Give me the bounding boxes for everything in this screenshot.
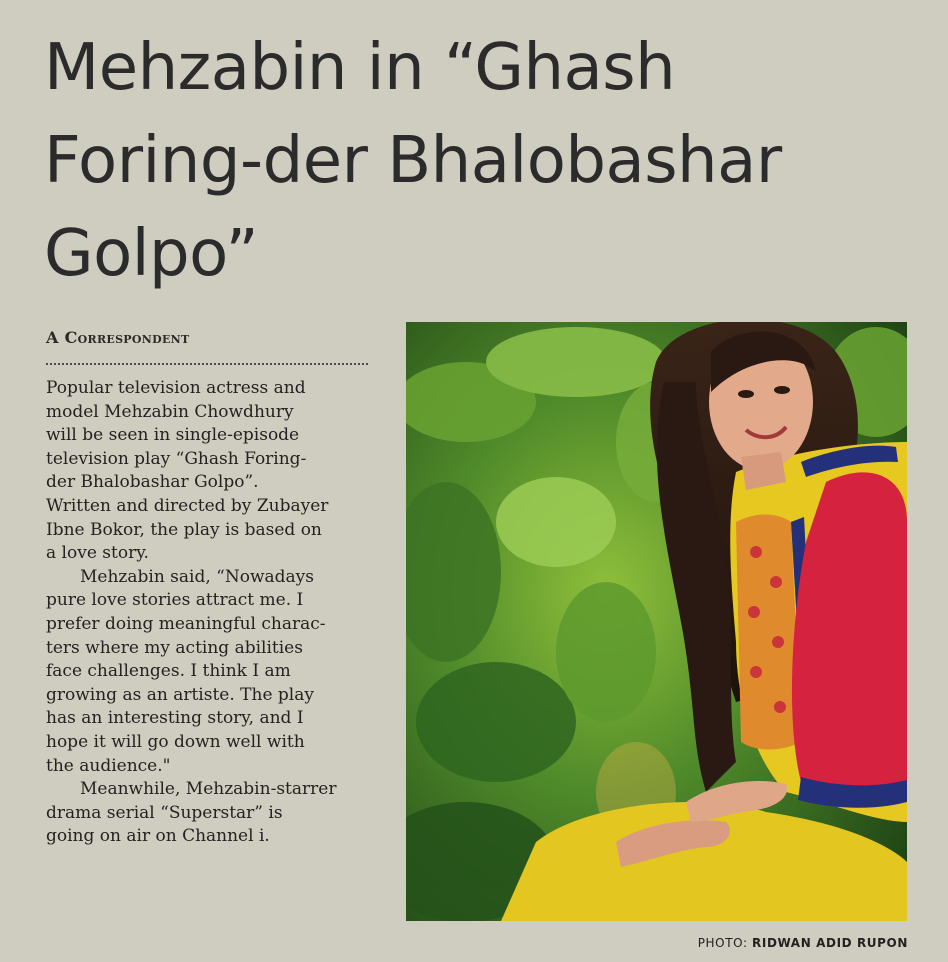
body-line: will be seen in single-episode — [46, 425, 300, 446]
paragraph-3 — [46, 778, 376, 849]
body-line: growing as an artiste. The play — [46, 684, 314, 705]
body-line: going on air on Channel i. — [46, 826, 270, 847]
photo-illustration — [406, 322, 907, 921]
paragraph-2 — [46, 566, 376, 778]
body-line: Popular television actress and — [46, 378, 306, 398]
headline-line-2: Foring-der Bhalobashar — [44, 124, 782, 198]
body-line: ters where my acting abilities — [46, 637, 303, 658]
eye-right — [774, 386, 790, 394]
body-line: face challenges. I think I am — [46, 661, 291, 682]
body-line: Written and directed by Zubayer — [46, 495, 329, 516]
body-line: the audience." — [46, 755, 171, 776]
body-line: model Mehzabin Chowdhury — [46, 401, 294, 422]
article-body — [46, 377, 376, 849]
body-line: Mehzabin said, “Nowadays — [80, 566, 314, 587]
headline-line-1: Mehzabin in “Ghash — [44, 31, 676, 105]
body-line: has an interesting story, and I — [46, 708, 304, 729]
headline — [44, 22, 934, 301]
body-line: a love story. — [46, 543, 149, 564]
headline-line-3: Golpo” — [44, 217, 259, 291]
body-line: drama serial “Superstar” is — [46, 802, 283, 823]
paragraph-1 — [46, 377, 376, 566]
byline: A Correspondent — [46, 328, 190, 347]
photo-credit-name: RIDWAN ADID RUPON — [752, 936, 908, 950]
eye-left — [738, 390, 754, 398]
body-line: prefer doing meaningful charac- — [46, 613, 326, 634]
body-line: Meanwhile, Mehzabin-starrer — [80, 779, 337, 800]
photo-credit — [698, 936, 908, 950]
portrait-photo — [406, 322, 907, 921]
body-line: Ibne Bokor, the play is based on — [46, 519, 322, 540]
byline-divider — [46, 363, 368, 365]
body-line: hope it will go down well with — [46, 731, 305, 752]
body-line: der Bhalobashar Golpo”. — [46, 472, 259, 493]
photo-credit-prefix: PHOTO: — [697, 936, 753, 950]
body-line: pure love stories attract me. I — [46, 590, 304, 611]
body-line: television play “Ghash Foring- — [46, 448, 307, 469]
embroidered-panel — [736, 515, 801, 750]
